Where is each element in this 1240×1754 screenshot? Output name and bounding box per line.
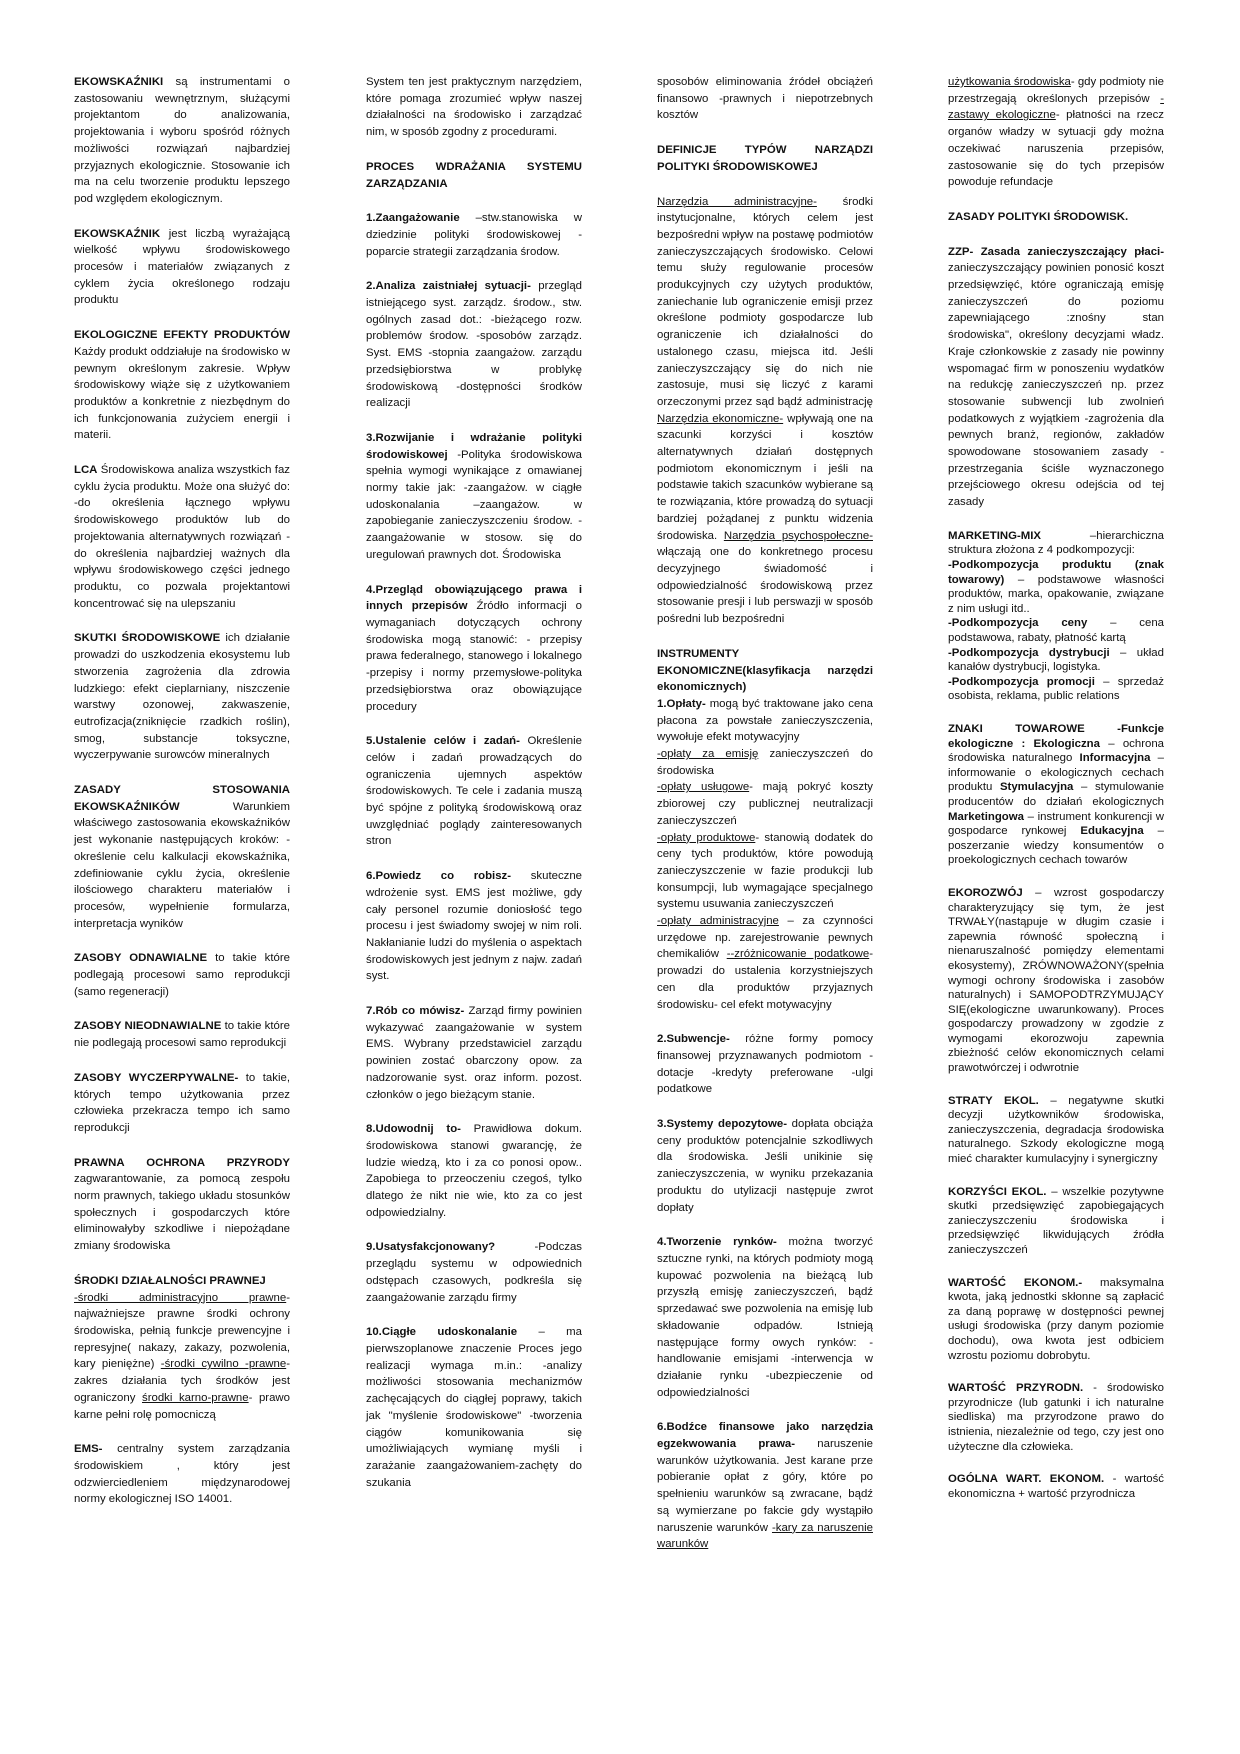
definition: Określenie celów i zadań prowadzących do ograniczenia ujemnych aspektów środowiskowych. Te cele i zadania muszą być spójne z polityką środowiskową oraz uwzględniać poglądy zainteresowanych stron <box>366 735 582 848</box>
definition: zanieczyszczeń do środowiska <box>657 748 873 777</box>
underlined-term: -środki cywilno -prawne <box>160 1358 287 1371</box>
term: OGÓLNA WART. EKONOM. <box>948 1473 1105 1486</box>
column-1 <box>74 74 290 1526</box>
list-item <box>948 675 1164 704</box>
term: EKOROZWÓJ <box>948 886 1023 899</box>
definition: dopłata obciąża ceny produktów potencjalnie szkodliwych dla środowiska. Jeśli unikinie się zanieczyszczenia, w wyniku przekazania produktu do utylizacji następuje zwrot dopłaty <box>657 1118 873 1214</box>
paragraph <box>366 733 582 850</box>
definition: – za czynności urzędowe np. zarejestrowanie pewnych chemikaliów <box>657 915 873 961</box>
paragraph <box>74 782 290 932</box>
term: 4.Przegląd obowiązującego prawa i innych przepisów <box>366 583 582 613</box>
paragraph <box>366 1003 582 1103</box>
term: 8.Udowodnij to- <box>366 1123 461 1136</box>
term: Informacyjna <box>1079 752 1151 765</box>
definition: -Podczas przeglądu systemu w odpowiednich odstępach czasowych, podkreśla się zaangażowanie zarządu firmy <box>366 1241 582 1304</box>
term: 5.Ustalenie celów i zadań- <box>366 735 520 748</box>
definition: Źródło informacji o wymaganiach dotyczących ochrony środowiska mogą stanowić: - przepisy prawa federalnego, stanowego i lokalnego -przepisy i normy przemysłowe-polityka przedsiębiorstwa oraz obowiązujące procedury <box>366 600 582 713</box>
term: -Podkompozycja promocji <box>948 675 1095 688</box>
section-heading: ZASADY POLITYKI ŚRODOWISK. <box>948 210 1129 223</box>
definition: jest liczbą wyrażającą wielkość wpływu środowiskowego procesów i materiałów związanych z cyklem życia określonego rodzaju produktu <box>74 227 290 307</box>
underlined-term: -opłaty produktowe <box>657 831 756 844</box>
paragraph <box>366 868 582 985</box>
term: EKOWSKAŹNIKI <box>74 76 164 88</box>
section-heading: DEFINICJE TYPÓW NARZĄDZI POLITYKI ŚRODOWISKOWEJ <box>657 144 873 173</box>
paragraph <box>657 1234 873 1401</box>
underlined-term: środki karno-prawne <box>142 1391 249 1404</box>
definition: Prawidłowa dokum. środowiskowa stanowi gwarancję, że ludzie wiedzą, kto i za co ponosi opow.. Zapobiega to przeoczeniu czegoś, tylko dlatego że nikt nie wie, kto za co jest odpowiedzialny. <box>366 1123 582 1219</box>
paragraph <box>657 1419 873 1553</box>
paragraph <box>948 529 1164 704</box>
definition: – podstawowe własności produktów, marka, opakowanie, związane z nim usługi itd.. <box>948 573 1164 615</box>
paragraph <box>366 210 582 260</box>
term: ŚRODKI DZIAŁALNOŚCI PRAWNEJ <box>74 1274 266 1287</box>
definition: naruszenie warunków użytkowania. Jest karane prze pobieranie opłat z góry, które po spełnieniu warunków są zwracane, bądź są wymierzane po fakcie gdy wystąpiło naruszenie warunków <box>657 1438 873 1534</box>
list-item <box>948 558 1164 616</box>
term: EMS- <box>74 1443 103 1456</box>
definition: Warunkiem właściwego zastosowania ekowskaźników jest wykonanie następujących kroków: -określenie celu kalkulacji ekowskaźnika, zdefiniowanie cyklu życia, określenie ilościowego charakteru materiałów i procesów, wypełnienie formularza, interpretacja wyników <box>74 800 290 930</box>
paragraph <box>74 1273 290 1423</box>
underlined-term: -opłaty za emisję <box>657 748 759 761</box>
definition: maksymalna kwota, jaką jednostki skłonne są zapłacić za daną poprawę w dostępności pewnej usługi środowiska (przy danym poziomie dochodu), owa kwota jest odbiciem wzrostu poziomu dobrobytu. <box>948 1276 1164 1362</box>
definition: Zarząd firmy powinien wykazywać zaangażowanie w system EMS. Wybrany przedstawiciel zarządu powinien zostać obarczony opow. za nadzorowanie syst. oraz inform. pozost. członków o jego bieżącym stanie. <box>366 1005 582 1101</box>
definition: ich działanie prowadzi do uszkodzenia ekosystemu lub stworzenia zagrożenia dla zdrowia ludzkiego: efekt cieplarniany, niszczenie warstwy ozonowej, zakwaszenie, eutrofizacja(zniknięcie rzadkich roślin), smog, substancje toksyczne, wyczerpywanie surowców mineralnych <box>74 632 290 762</box>
paragraph <box>74 1070 290 1137</box>
definition: wpływają one na szacunki korzyści i kosztów alternatywnych działań dostępnych podmiotom ekonomicznym i jeśli na podstawie takich szacunków wybierane są te rozwiązania, które prowadzą do sytuacji bardziej pożądanej z punktu widzenia środowiska. <box>657 412 873 542</box>
section-heading: PROCES WDRAŻANIA SYSTEMU ZARZĄDZANIA <box>366 160 582 190</box>
term: ZASOBY WYCZERPYWALNE- <box>74 1071 239 1084</box>
paragraph <box>74 74 290 208</box>
underlined-term: -kary za naruszenie warunków <box>657 1521 873 1551</box>
definition: Środowiskowa analiza wszystkich faz cyklu życia produktu. Może ona służyć do: -do określenia łącznego wpływu środowiskowego produktów lub do projektowania alternatywnych rozwiązań - do określenia najbardziej ważnych dla wpływu środowiskowego części jednego produktu, co pozwala projektantowi koncentrować się na ulepszaniu <box>74 464 290 610</box>
paragraph <box>366 582 582 716</box>
definition: - mają pokryć koszty zbiorowej czy publicznej neutralizacji zanieczyszczeń <box>657 781 873 827</box>
column-4 <box>948 74 1164 1519</box>
paragraph <box>74 630 290 764</box>
term: -Podkompozycja dystrybucji <box>948 646 1110 659</box>
paragraph <box>948 1381 1164 1454</box>
definition: różne formy pomocy finansowej przyznawanych podmiotom -dotacje -kredyty preferowane -ulgi podatkowe <box>657 1033 873 1096</box>
definition: – sprzedaż osobista, reklama, public relations <box>948 675 1164 703</box>
definition: Każdy produkt oddziałuje na środowisko w pewnym określonym zakresie. Wpływ środowiskowy wiąże się z użytkowaniem produktów a konkretnie z niezbędnym do ich funkcjonowania zużyciem energii i materii. <box>74 345 290 442</box>
paragraph <box>74 1155 290 1255</box>
definition: –stw.stanowiska w dziedzinie polityki środowiskowej -poparcie strategii zarządzania środow. <box>366 212 582 258</box>
paragraph <box>366 278 582 412</box>
term: WARTOŚĆ EKONOM.- <box>948 1276 1083 1289</box>
term: SKUTKI ŚRODOWISKOWE <box>74 632 221 645</box>
definition: - stanowią dodatek do ceny tych produktów, które powodują zanieczyszczenie w fazie produkcji lub konsumpcji, lub wymagające specjalnego systemu usuwania zanieczyszczeń <box>657 831 873 911</box>
paragraph <box>74 462 290 612</box>
underlined-term: -środki administracyjno prawne <box>74 1291 287 1304</box>
term: 9.Usatysfakcjonowany? <box>366 1241 496 1254</box>
definition: – wzrost gospodarczy charakteryzujący się tym, że jest TRWAŁY(nastąpuje w długim czasie i zapewnia równość społeczną i nienaruszalność pomiędzy elementami ekosystemy), ZRÓWNOWAŻONY(spełnia wymogi ochrony środowiska i zasobów naturalnych) i SAMOPODTRZYMUJĄCY SIĘ(ekologiczne uwarunkowany). Proces gospodarczy prowadzony w zgodzie z wymogami ekorozwoju zapewnia zbieżność celów ekonomicznych celami prawotwórczej i odwrotnie <box>948 886 1164 1075</box>
definition: – układ kanałów dystrybucji, logistyka. <box>948 646 1164 674</box>
term: 3.Systemy depozytowe- <box>657 1118 788 1131</box>
paragraph <box>74 1441 290 1508</box>
definition: to takie które podlegają procesowi samo reprodukcji (samo regeneracji) <box>74 952 290 998</box>
term: 1.Opłaty- <box>657 697 706 710</box>
paragraph <box>657 1031 873 1098</box>
term: ZASADY STOSOWANIA EKOWSKAŹNIKÓW <box>74 784 290 813</box>
underlined-term: -opłaty administracyjne <box>657 915 779 928</box>
list-item <box>657 779 873 829</box>
term: 7.Rób co mówisz- <box>366 1005 465 1018</box>
definition: – ochrona środowiska naturalnego <box>948 737 1165 765</box>
paragraph <box>366 1324 582 1491</box>
list-item <box>948 646 1164 675</box>
paragraph <box>948 1185 1164 1258</box>
underlined-term: --zróżnicowanie podatkowe <box>726 948 870 961</box>
paragraph <box>366 1121 582 1221</box>
paragraph <box>366 1239 582 1306</box>
term: -Podkompozycja ceny <box>948 617 1088 630</box>
list-item <box>657 830 873 914</box>
definition: – wszelkie pozytywne skutki przedsięwzięć zapobiegających zanieczyszczeniu środowiska i przedsięwzięć likwidujących źródła zanieczyszczeń <box>948 1185 1164 1256</box>
definition: – instrument konkurencji w gospodarce rynkowej <box>948 810 1164 838</box>
term: ZASOBY ODNAWIALNE <box>74 952 208 965</box>
definition: centralny system zarządzania środowiskiem , który jest odzwierciedleniem międzynarodowej normy ekologicznej ISO 14001. <box>74 1443 290 1506</box>
term: 4.Tworzenie rynków- <box>657 1236 777 1249</box>
definition: są instrumentami o zastosowaniu wewnętrznym, służącymi projektantom do analizowania, projektowania i wyboru spośród różnych możliwości rozwiązań najbardziej przyjaznych ekologicznie. Stosowanie ich ma na celu tworzenie produktu lepszego pod względem ekologicznym. <box>74 76 290 205</box>
column-3 <box>657 74 873 1571</box>
term: ZNAKI TOWAROWE -Funkcje ekologiczne : Ekologiczna <box>948 723 1164 750</box>
underlined-term: Narzędzia administracyjne- <box>657 195 817 208</box>
term: EKOWSKAŹNIK <box>74 227 161 240</box>
definition: - wartość ekonomiczna + wartość przyrodnicza <box>948 1473 1164 1500</box>
definition: sposobów eliminowania źródeł obciążeń finansowo -prawnych i niepotrzebnych kosztów <box>657 76 873 122</box>
term: 1.Zaangażowanie <box>366 212 460 225</box>
term: ZASOBY NIEODNAWIALNE <box>74 1020 222 1033</box>
definition: – ma pierwszoplanowe znaczenie Proces jego realizacji wymaga m.in.: -analizy możliwości stosowania mechanizmów zachęcających do ciągłej poprawy, takich jak "myślenie środowiskowe" -tworzenia ciągów komunikowania się umożliwiających wymianę myśli i zarażanie zaangażowaniem-zachęty do szukania <box>366 1326 582 1489</box>
paragraph <box>366 74 582 141</box>
paragraph <box>74 1018 290 1051</box>
term: 2.Subwencje- <box>657 1033 730 1046</box>
definition: –hierarchiczna struktura złożona z 4 podkompozycji: <box>948 529 1164 557</box>
definition: – poszerzanie wiedzy konsumentów o proekologicznych cechach towarów <box>948 825 1164 867</box>
term: 2.Analiza zaistniałej sytuacji- <box>366 280 531 293</box>
term: ZZP- Zasada zanieczyszczający płaci- <box>948 245 1164 258</box>
term: 6.Bodźce finansowe jako narzędzia egzekwowania prawa- <box>657 1421 873 1451</box>
term: -Podkompozycja produktu (znak towarowy) <box>948 559 1164 586</box>
term: Edukacyjna <box>1080 825 1144 838</box>
definition: - środowisko przyrodnicze (lub gatunki i ich naturalne siedliska) ma przyrodzone prawo do istnienia, niezależnie od tego, czy jest ono użyteczne dla człowieka. <box>948 1382 1164 1453</box>
term: PRAWNA OCHRONA PRZYRODY <box>74 1156 290 1169</box>
paragraph <box>948 1276 1164 1364</box>
definition: - płatności na rzecz organów władzy w sytuacji gdy można oczekiwać naruszenia przepisów, zastosowanie się do tych przepisów powoduje refundacje <box>948 109 1164 189</box>
term: 3.Rozwijanie i wdrażanie polityki środowiskowej <box>366 431 582 461</box>
paragraph <box>657 74 873 124</box>
definition: - najważniejsze prawne środki ochrony środowiska, pełnią funkcje prewencyjne i represyjne( nakazy, zakazy, pozwolenia, kary pieniężne) <box>74 1291 290 1371</box>
definition: zanieczyszczający powinien ponosić koszt przedsięwzięć, które ograniczają emisję zanieczyszczeń do poziomu zapewniającego :znośny stan środowiska", określony decyzjami władz. Kraje członkowskie z zasady nie powinny wspomagać firm w ponoszeniu wydatków na redukcję zanieczyszczeń np. przez stosowanie subwencji lub zwolnień podatkowych z wyjątkiem -zagrożenia dla pewnych branż, regionów, zakładów spowodowane stosowaniem zasady -przestrzegania ściśle wyznaczonego przejściowego okresu odejścia od tej zasady <box>948 262 1164 509</box>
paragraph <box>948 74 1164 191</box>
definition: można tworzyć sztuczne rynki, na których podmioty mogą kupować pozwolenia na bieżącą lub przyszłą emisję zanieczyszczeń, bądź sprzedawać swe pozwolenia na emisję lub składowanie odpadów. Istnieją następujące formy owych rynków: -handlowanie emisjami -interwencja w działanie rynku -ubezpieczenie od odpowiedzialności <box>657 1236 873 1399</box>
definition: - gdy podmioty nie przestrzegają określonych przepisów <box>948 76 1165 105</box>
list-item <box>657 746 873 779</box>
definition: to takie, których tempo użytkowania przez człowieka przekracza tempo ich samo reprodukcji <box>74 1071 290 1134</box>
term: Marketingowa <box>948 810 1024 823</box>
underlined-term: użytkowania środowiska <box>948 76 1071 88</box>
paragraph <box>74 327 290 444</box>
definition: przegląd istniejącego syst. zarządz. środow., stw. ogólnych zasad dot.: -bieżącego rozw. problemów środow. -sposobów zarządz. Syst. EMS -stopnia zaangażow. zarządu przedsiębiorstwa w problykę środowiskową -dostępności środków realizacji <box>366 280 583 410</box>
underlined-term: Narzędzia ekonomiczne- <box>657 412 784 425</box>
term: 6.Powiedz co robisz- <box>366 870 512 883</box>
underlined-term: -zastawy ekologiczne <box>948 92 1164 122</box>
paragraph <box>948 1094 1164 1167</box>
term: WARTOŚĆ PRZYRODN. <box>948 1382 1084 1395</box>
term: 10.Ciągłe udoskonalanie <box>366 1326 518 1339</box>
definition: - prowadzi do ustalenia korzystniejszych cen dla produktów przyjaznych środowisku- cel efekt motywacyjny <box>657 948 873 1011</box>
term: LCA <box>74 464 98 477</box>
term: Stymulacyjna <box>999 781 1074 794</box>
term: EKOLOGICZNE EFEKTY PRODUKTÓW <box>74 329 290 342</box>
definition: to takie które nie podlegają procesowi samo reprodukcji <box>74 1020 290 1050</box>
definition: włączają one do konkretnego procesu decyzyjnego świadomość i odpowiedzialność środowiskową przez stosowanie presji i lub perswazji w sposób pośredni lub bezpośredni <box>657 546 873 626</box>
definition: System ten jest praktycznym narzędziem, które pomaga zrozumieć wpływ naszej działalności na środowisko i zarządzać nim, w sposób zgodny z procedurami. <box>366 76 582 139</box>
definition: - prawo karne pełni rolę pomocniczą <box>74 1391 290 1421</box>
paragraph <box>948 722 1164 868</box>
paragraph <box>948 1472 1164 1501</box>
term: STRATY EKOL. <box>948 1094 1039 1107</box>
definition: mogą być traktowane jako cena płacona za powstałe zanieczyszczenia, wywołuje efekt motywacyjny <box>657 697 873 744</box>
definition: skuteczne wdrożenie syst. EMS jest możliwe, gdy cały personel rozumie doniosłość tego procesu i jest świadomy swojej w nim roli. Nakłanianie ludzi do myślenia o aspektach środowiskowych jest jednym z najw. zadań syst. <box>366 870 583 983</box>
paragraph <box>948 244 1164 511</box>
paragraph <box>657 1116 873 1216</box>
column-2 <box>366 74 582 1509</box>
definition: – cena podstawowa, rabaty, płatność kartą <box>948 617 1164 645</box>
paragraph <box>948 886 1164 1076</box>
term: KORZYŚCI EKOL. <box>948 1185 1047 1198</box>
underlined-term: -opłaty usługowe <box>657 781 750 794</box>
section-heading: INSTRUMENTY EKONOMICZNE(klasyfikacja narzędzi ekonomicznych) <box>657 647 873 694</box>
definition: – negatywne skutki decyzji użytkowników środowiska, zanieczyszczenia, degradacja środowiska naturalnego. Szkody ekologiczne mogą mieć charakter kumulacyjny i synergiczny <box>948 1094 1165 1166</box>
paragraph <box>74 226 290 310</box>
paragraph <box>74 950 290 1000</box>
definition: - zakres działania tych środków jest ograniczony <box>74 1358 290 1404</box>
definition: – stymulowanie producentów do działań ekologicznych <box>948 781 1164 808</box>
term: MARKETING-MIX <box>948 529 1042 542</box>
underlined-term: Narzędzia psychospołeczne- <box>723 529 873 542</box>
definition: – informowanie o ekologicznych cechach produktu <box>948 752 1164 794</box>
paragraph <box>366 430 582 564</box>
paragraph <box>657 646 873 1013</box>
definition: zagwarantowanie, za pomocą zespołu norm prawnych, takiego układu stosunków społecznych i gospodarczych które eliminowałyby szkodliwe i niepożądane zmiany środowiska <box>74 1173 290 1253</box>
definition: -Polityka środowiskowa spełnia wymogi wynikające z omawianej normy takie jak: -zaangażow. w ciągłe udoskonalania –zaangażow. w zapobieganie zanieczyszczeniu środow. -zaangażowanie w stosow. się do uregulowań prawnych dot. Środowiska <box>366 448 582 561</box>
paragraph <box>657 194 873 628</box>
definition: środki instytucjonalne, których celem jest bezpośredni wpływ na postawę podmiotów zanieczyszczających środowisko. Celowi temu służy regulowanie procesów produkcyjnych czy użytych produktów, zaniechanie lub ograniczenie emisji przez określone podmioty gospodarcze lub ograniczenie ich działalności do ustalonego czasu, miejsca itd. Jeśli zanieczyszczający się do nich nie zastosuje, musi się liczyć z karami orzeczonymi przez sąd bądź administrację <box>657 195 873 408</box>
list-item <box>948 616 1164 645</box>
